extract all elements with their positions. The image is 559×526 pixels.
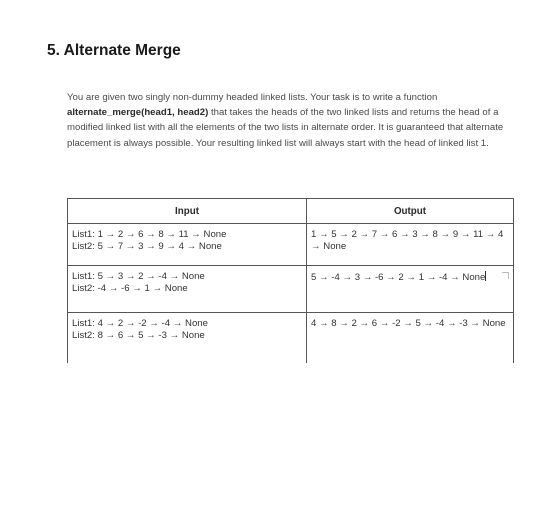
cell-corner-marker — [502, 272, 509, 279]
table-row — [68, 313, 514, 363]
description-intro: You are given two singly non-dummy headed linked lists. Your task is to write a function — [67, 92, 438, 103]
table-header-row — [68, 199, 514, 224]
output-cell[interactable] — [307, 313, 514, 363]
input-column-header: Input — [68, 199, 307, 224]
text-cursor — [485, 271, 486, 281]
input-cell[interactable] — [68, 313, 307, 363]
list1-value: List1: 1 → 2 → 6 → 8 → 11 → None — [72, 229, 227, 240]
table-row — [68, 266, 514, 313]
output-cell[interactable] — [307, 266, 514, 313]
output-value: 5 → -4 → 3 → -6 → 2 → 1 → -4 → None — [311, 272, 486, 283]
output-value: 1 → 5 → 2 → 7 → 6 → 3 → 8 → 9 → 11 → 4 → None — [311, 229, 504, 252]
output-column-header: Output — [307, 199, 514, 224]
output-value: 4 → 8 → 2 → 6 → -2 → 5 → -4 → -3 → None — [311, 318, 506, 329]
list2-value: List2: 8 → 6 → 5 → -3 → None — [72, 329, 205, 341]
function-signature: alternate_merge(head1, head2) — [67, 107, 209, 119]
output-cell[interactable] — [307, 224, 514, 266]
list1-value: List1: 5 → 3 → 2 → -4 → None — [72, 271, 205, 282]
list2-value: List2: -4 → -6 → 1 → None — [72, 282, 188, 294]
list1-value: List1: 4 → 2 → -2 → -4 → None — [72, 318, 208, 329]
description-body: that takes the heads of the two linked lists and returns the head of a modified linked list with all the elements of the two lists in alternate order. It is guaranteed that alternate placement is always possible. Your resulting linked list will always start with the head of linked list 1. — [67, 107, 504, 149]
input-cell[interactable] — [68, 224, 307, 266]
input-cell[interactable] — [68, 266, 307, 313]
problem-description — [67, 90, 522, 151]
list2-value: List2: 5 → 7 → 3 → 9 → 4 → None — [72, 240, 222, 252]
table-row — [68, 224, 514, 266]
examples-table — [67, 198, 514, 363]
page-title: 5. Alternate Merge — [47, 42, 181, 59]
